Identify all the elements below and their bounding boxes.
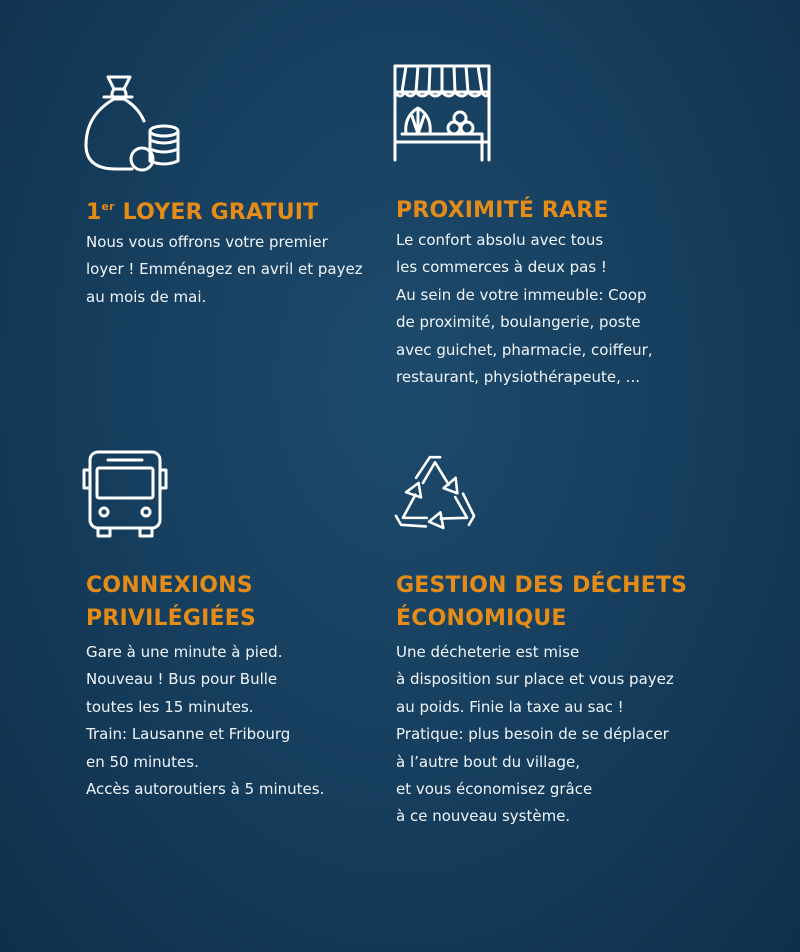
market-stall-icon [392, 62, 492, 162]
title-superscript: er [101, 200, 115, 213]
icon-bus [80, 448, 170, 540]
feature-free-rent [86, 196, 406, 311]
title-line: PRIVILÉGIÉES [86, 606, 257, 631]
description-line: à l’autre bout du village, [396, 752, 581, 771]
description-line: Pratique: plus besoin de se déplacer [396, 725, 669, 744]
description-line: toutes les 15 minutes. [86, 697, 254, 716]
feature-title: PROXIMITÉ RARE [396, 198, 609, 223]
bus-icon [80, 448, 170, 540]
description-line: Nous vous offrons votre premier [86, 233, 328, 251]
feature-title: 1er LOYER GRATUIT [86, 200, 319, 225]
title-line: GESTION DES DÉCHETS [396, 573, 688, 598]
description-line: les commerces à deux pas ! [396, 258, 607, 277]
feature-title [396, 569, 716, 635]
feature-description [396, 227, 716, 391]
description-line: à ce nouveau système. [396, 807, 571, 826]
description-line: Une décheterie est mise [396, 643, 580, 661]
description-line: Nouveau ! Bus pour Bulle [86, 670, 278, 689]
title-line: ÉCONOMIQUE [396, 606, 567, 631]
description-line: Gare à une minute à pied. [86, 643, 283, 661]
description-line: au poids. Finie la taxe au sac ! [396, 697, 624, 716]
description-line: Au sein de votre immeuble: Coop [396, 285, 647, 304]
feature-description [396, 639, 716, 831]
description-line: à disposition sur place et vous payez [396, 670, 674, 689]
description-line: Accès autoroutiers à 5 minutes. [86, 780, 325, 799]
recycle-icon [392, 452, 478, 538]
description-line: en 50 minutes. [86, 752, 199, 771]
description-line: et vous économisez grâce [396, 780, 593, 799]
feature-waste-management [396, 569, 716, 831]
description-line: de proximité, boulangerie, poste [396, 313, 641, 332]
description-line: Train: Lausanne et Fribourg [86, 725, 291, 744]
description-line: avec guichet, pharmacie, coiffeur, [396, 340, 653, 359]
icon-recycle [392, 452, 478, 538]
icon-money-bag [80, 73, 180, 173]
description-line: loyer ! Emménagez en avril et payez [86, 260, 363, 279]
money-bag-icon [80, 73, 180, 173]
icon-market-stall [392, 62, 492, 162]
feature-description [86, 639, 406, 803]
feature-description [86, 229, 406, 311]
title-line: CONNEXIONS [86, 573, 253, 598]
feature-proximity [396, 194, 716, 391]
description-line: au mois de mai. [86, 287, 207, 306]
description-line: Le confort absolu avec tous [396, 231, 604, 249]
description-line: restaurant, physiothérapeute, ... [396, 368, 640, 387]
feature-title [86, 569, 406, 635]
feature-connections [86, 569, 406, 803]
